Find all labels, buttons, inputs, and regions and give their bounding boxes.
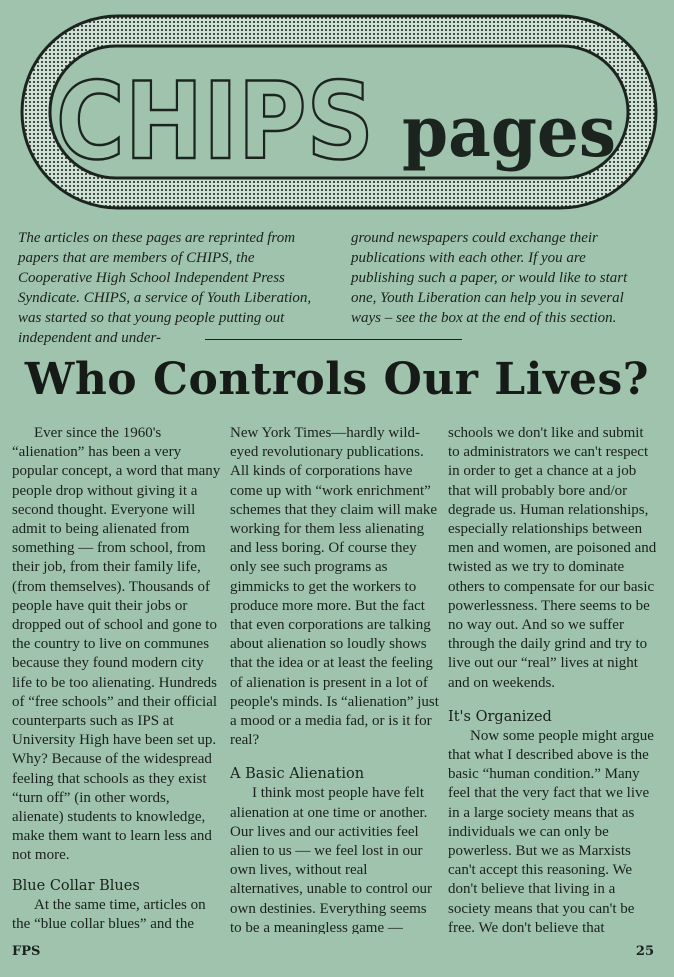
paragraph: New York Times—hardly wild-eyed revolutionary publications. All kinds of corporations have come up with “work enrichment” schemes that they claim will make working for them less alienating and less boring. Of course they only see such programs as gimmicks to get the workers to produce more more. But the fact that even corporations are talking about alienation so loudly shows that the idea or at least the feeling of alienation is present in a lot of people's minds. Is “alienation” just a mood or a media fad, or is it for real? <box>230 425 439 749</box>
intro-left: The articles on these pages are reprinted from papers that are members of CHIPS, the Cooperative High School Independent Press Syndicate. CHIPS, a service of Youth Liberation, was started so that young people putting out independent and under- <box>18 230 312 346</box>
subheading-a-basic-alienation: A Basic Alienation <box>230 766 365 783</box>
subheading-its-organized: It's Organized <box>448 708 552 725</box>
page-number: 25 <box>635 944 654 959</box>
article-headline: Who Controls Our Lives? <box>24 354 650 405</box>
article-column-2 <box>230 424 440 934</box>
subheading-blue-collar-blues: Blue Collar Blues <box>12 877 140 894</box>
intro-note <box>18 228 646 348</box>
paragraph: Now some people might argue that what I described above is the basic “human condition.” Many feel that the very fact that we live in a large society means that as individuals we can only be powerless. But we as Marxists can't accept this reasoning. We don't believe that living in a society means that you can't be free. We don't believe that <box>448 727 654 934</box>
banner-subtitle: pages <box>402 90 616 173</box>
paragraph: schools we don't like and submit to administrators we can't respect in order to get a chance at a job that will probably bore and/or degrade us. Human relationships, especially relationships between men and women, are poisoned and twisted as we try to dominate others to compensate for our basic powerlessness. There seems to be no way out. And so we suffer through the daily grind and try to live out our “real” lives at night and on weekends. <box>448 425 657 691</box>
article-body <box>12 424 658 934</box>
divider-rule <box>205 339 462 340</box>
paragraph: At the same time, articles on the “blue collar blues” and the <box>12 896 206 932</box>
paragraph: Ever since the 1960's “alienation” has been a very popular concept, a word that many people drop without giving it a second thought. Everyone will admit to being alienated from something — from school, from their job, from their family life, (from themselves). Thousands of people have quit their jobs or dropped out of school and gone to the country to live on communes because they found modern city life to be too alienating. Hundreds of “free schools” and their official counterparts such as IPS at University High have been set up. Why? Because of the widespread feeling that schools as they exist “turn off” (in other words, alienate) students to knowledge, make them want to learn less and not more. <box>12 425 221 864</box>
paragraph: I think most people have felt alienation at one time or another. Our lives and our activities feel alien to us — we feel lost in our own lives, without real alternatives, unable to control our own destinies. Everything seems to be a meaningless game — <box>230 785 433 934</box>
article-column-1 <box>12 424 222 934</box>
intro-right: ground newspapers could exchange their publications with each other. If you are publishing such a paper, or would like to start one, Youth Liberation can help you in several ways – see the box at the end of this section. <box>351 230 628 326</box>
article-column-3 <box>448 424 658 934</box>
banner-logo <box>16 8 662 216</box>
banner-title: CHIPS <box>56 60 374 183</box>
chips-pages-banner <box>16 8 662 216</box>
footer-credit: FPS <box>12 944 41 959</box>
